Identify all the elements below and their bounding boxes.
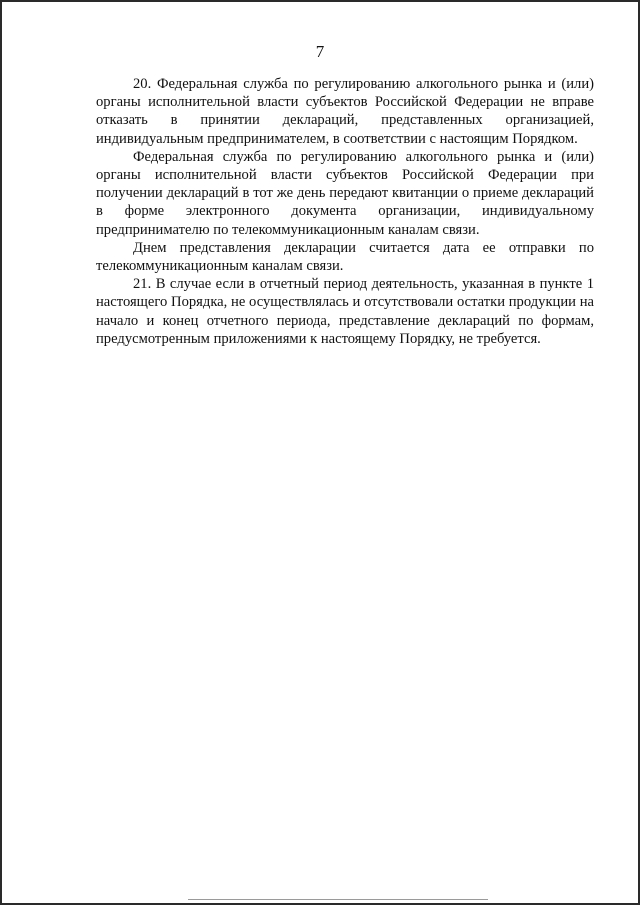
paragraph-submission-date: Днем представления декларации считается дата ее отправки по телекоммуникационным каналам связи. bbox=[96, 239, 594, 275]
paragraph-20: 20. Федеральная служба по регулированию алкогольного рынка и (или) органы исполнительной власти субъектов Российской Федерации не вправе отказать в принятии деклараций, представленных организацией, индивидуальным предпринимателем, в соответствии с настоящим Порядком. bbox=[96, 76, 594, 147]
paragraph-20-continued: Федеральная служба по регулированию алкогольного рынка и (или) органы исполнительной власти субъектов Российской Федерации при получении деклараций в тот же день передают квитанции о приеме деклараций в форме электронного документа организации, индивидуальному предпринимателю по телекоммуникационным каналам связи. bbox=[96, 148, 594, 238]
paragraph-21: 21. В случае если в отчетный период деятельность, указанная в пункте 1 настоящего Порядка, не осуществлялась и отсутствовали остатки продукции на начало и конец отчетного периода, представление деклараций по формам, предусмотренным приложениями к настоящему Порядку, не требуется. bbox=[96, 276, 594, 347]
document-body bbox=[96, 75, 594, 348]
page-number: 7 bbox=[315, 42, 325, 61]
scan-edge-line bbox=[188, 899, 488, 900]
